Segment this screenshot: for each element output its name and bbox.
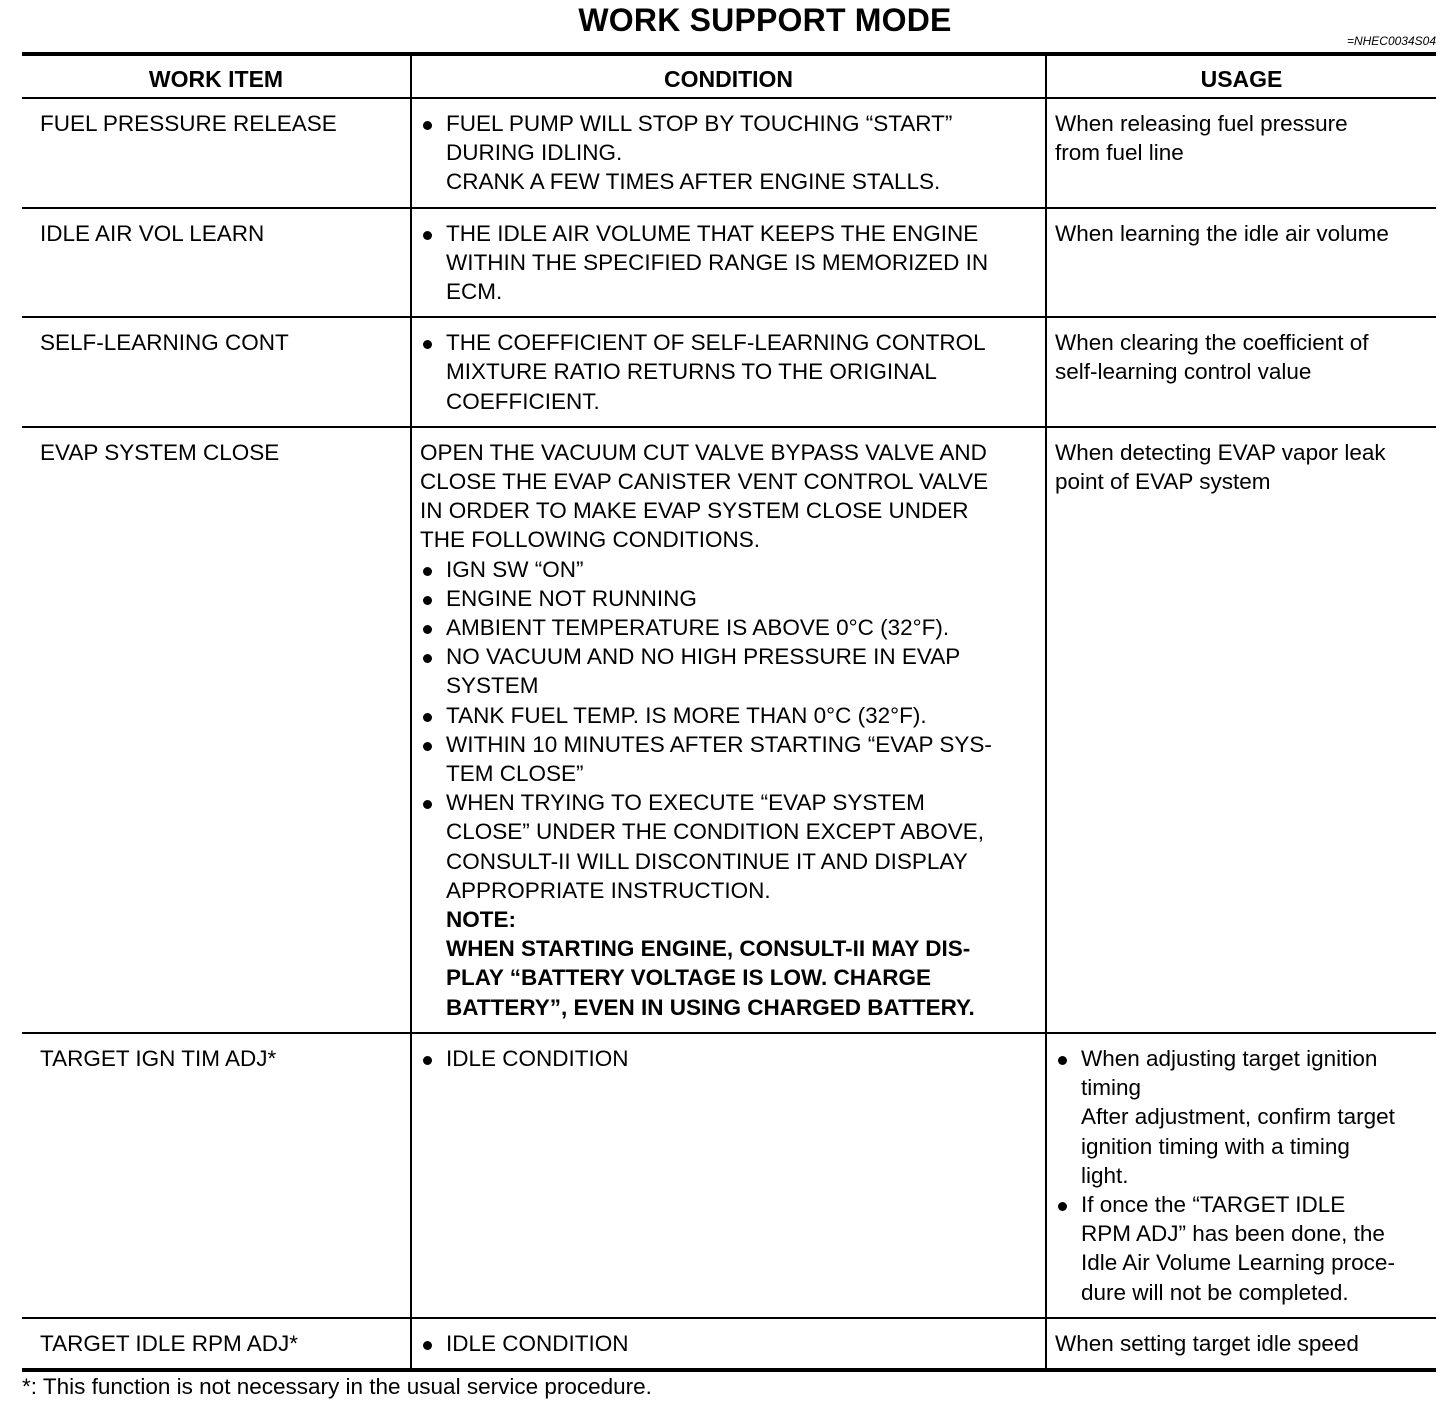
work-item-cell: IDLE AIR VOL LEARN — [40, 220, 265, 246]
text-line: After adjustment, confirm target — [1081, 1104, 1395, 1130]
text-line: If once the “TARGET IDLE — [1081, 1191, 1346, 1217]
text-line: ECM. — [446, 279, 503, 305]
header-row — [22, 54, 1436, 98]
work-item-cell: TARGET IGN TIM ADJ* — [40, 1045, 277, 1071]
text-line: TANK FUEL TEMP. IS MORE THAN 0°C (32°F). — [446, 702, 927, 728]
note-text-line: WHEN STARTING ENGINE, CONSULT-II MAY DIS- — [446, 936, 971, 962]
usage-bullet — [1055, 1044, 1428, 1190]
condition-bullet — [420, 730, 1037, 788]
text-line: ENGINE NOT RUNNING — [446, 585, 697, 611]
text-line: NO VACUUM AND NO HIGH PRESSURE IN EVAP — [446, 644, 961, 670]
header-usage: USAGE — [1046, 54, 1436, 98]
text-line: MIXTURE RATIO RETURNS TO THE ORIGINAL — [446, 359, 937, 385]
text-line: WITHIN THE SPECIFIED RANGE IS MEMORIZED IN — [446, 249, 989, 275]
usage-cell — [1046, 427, 1436, 1033]
condition-cell — [411, 98, 1046, 208]
condition-list — [420, 555, 1037, 1022]
text-line: TEM CLOSE” — [446, 761, 584, 787]
text-line: ignition timing with a timing — [1081, 1133, 1350, 1159]
usage-cell — [1046, 317, 1436, 427]
text-line: OPEN THE VACUUM CUT VALVE BYPASS VALVE AND — [420, 439, 987, 465]
text-line: CLOSE THE EVAP CANISTER VENT CONTROL VALVE — [420, 469, 989, 495]
text-line: APPROPRIATE INSTRUCTION. — [446, 877, 771, 903]
usage-cell — [1046, 1318, 1436, 1370]
work-item-cell: TARGET IDLE RPM ADJ* — [40, 1330, 298, 1356]
work-support-table — [22, 52, 1436, 1372]
usage-cell — [1046, 208, 1436, 318]
table-row — [22, 427, 1436, 1033]
text-line: light. — [1081, 1162, 1129, 1188]
reference-code: =NHEC0034S04 — [1346, 34, 1436, 48]
footnote: *: This function is not necessary in the usual service procedure. — [22, 1374, 652, 1399]
table-row — [22, 317, 1436, 427]
text-line: FUEL PUMP WILL STOP BY TOUCHING “START” — [446, 111, 953, 136]
condition-bullet — [420, 1329, 1037, 1358]
text-line: Idle Air Volume Learning proce- — [1081, 1250, 1395, 1276]
text-line: WITHIN 10 MINUTES AFTER STARTING “EVAP SYS- — [446, 731, 992, 757]
note-text-line: PLAY “BATTERY VOLTAGE IS LOW. CHARGE — [446, 965, 932, 991]
text-line: RPM ADJ” has been done, the — [1081, 1221, 1385, 1247]
condition-cell — [411, 1318, 1046, 1370]
table-row — [22, 98, 1436, 208]
note-label: NOTE: — [446, 907, 516, 933]
text-line: When setting target idle speed — [1055, 1330, 1359, 1356]
text-line: IDLE CONDITION — [446, 1330, 629, 1356]
text-line: When clearing the coefficient of — [1055, 330, 1369, 356]
text-line: COEFFICIENT. — [446, 388, 600, 414]
condition-cell — [411, 1033, 1046, 1318]
work-item-cell: EVAP SYSTEM CLOSE — [40, 439, 280, 465]
header-condition: CONDITION — [411, 54, 1046, 98]
text-line: When learning the idle air volume — [1055, 220, 1389, 246]
condition-bullet — [420, 555, 1037, 584]
table-row — [22, 208, 1436, 318]
condition-bullet — [420, 328, 1037, 416]
condition-list — [420, 1044, 1037, 1073]
usage-list — [1055, 1044, 1428, 1307]
header-work-item: WORK ITEM — [148, 66, 284, 92]
work-item-cell: SELF-LEARNING CONT — [40, 330, 289, 356]
text-line: dure will not be completed. — [1081, 1279, 1349, 1305]
condition-bullet — [420, 788, 1037, 1022]
usage-bullet — [1055, 1190, 1428, 1307]
condition-list — [420, 1329, 1037, 1358]
text-line: IDLE CONDITION — [446, 1045, 629, 1071]
condition-list — [420, 109, 1037, 197]
text-line: THE FOLLOWING CONDITIONS. — [420, 527, 761, 553]
text-line: from fuel line — [1055, 140, 1184, 166]
table-row — [22, 1318, 1436, 1370]
condition-list — [420, 219, 1037, 307]
page-title: WORK SUPPORT MODE — [578, 2, 952, 38]
condition-bullet — [420, 584, 1037, 613]
condition-bullet — [420, 613, 1037, 642]
work-item-cell: FUEL PRESSURE RELEASE — [40, 111, 337, 136]
condition-bullet — [420, 642, 1037, 700]
text-line: DURING IDLING. — [446, 140, 623, 166]
text-line: CLOSE” UNDER THE CONDITION EXCEPT ABOVE, — [446, 819, 985, 845]
text-line: AMBIENT TEMPERATURE IS ABOVE 0°C (32°F). — [446, 615, 950, 641]
condition-bullet — [420, 1044, 1037, 1073]
text-line: When releasing fuel pressure — [1055, 111, 1348, 136]
condition-bullet — [420, 219, 1037, 307]
note-text-line: BATTERY”, EVEN IN USING CHARGED BATTERY. — [446, 994, 975, 1020]
text-line: IN ORDER TO MAKE EVAP SYSTEM CLOSE UNDER — [420, 498, 969, 524]
text-line: self-learning control value — [1055, 359, 1312, 385]
text-line: SYSTEM — [446, 673, 539, 699]
table-row — [22, 1033, 1436, 1318]
text-line: IGN SW “ON” — [446, 556, 584, 582]
usage-cell — [1046, 98, 1436, 208]
condition-cell — [411, 427, 1046, 1033]
text-line: THE IDLE AIR VOLUME THAT KEEPS THE ENGINE — [446, 220, 979, 246]
condition-list — [420, 328, 1037, 416]
text-line: CONSULT-II WILL DISCONTINUE IT AND DISPLAY — [446, 848, 968, 874]
text-line: timing — [1081, 1075, 1142, 1101]
condition-bullet — [420, 109, 1037, 197]
text-line: point of EVAP system — [1055, 469, 1271, 495]
text-line: WHEN TRYING TO EXECUTE “EVAP SYSTEM — [446, 790, 925, 816]
text-line: When detecting EVAP vapor leak — [1055, 439, 1386, 465]
condition-cell — [411, 317, 1046, 427]
condition-bullet — [420, 701, 1037, 730]
text-line: When adjusting target ignition — [1081, 1045, 1378, 1071]
text-line: CRANK A FEW TIMES AFTER ENGINE STALLS. — [446, 169, 941, 195]
usage-cell — [1046, 1033, 1436, 1318]
text-line: THE COEFFICIENT OF SELF-LEARNING CONTROL — [446, 330, 986, 356]
condition-cell — [411, 208, 1046, 318]
